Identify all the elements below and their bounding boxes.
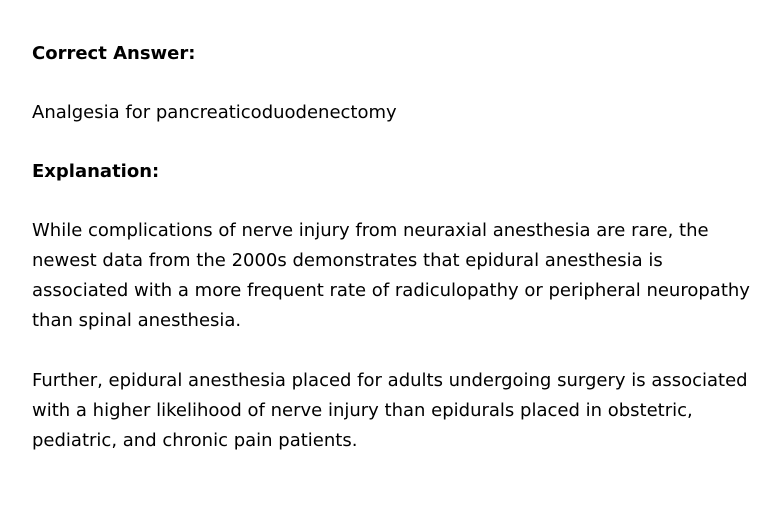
- correct-answer-value: Analgesia for pancreaticoduodenectomy: [32, 102, 397, 123]
- answer-explanation-panel: [32, 40, 762, 456]
- explanation-paragraph-2: Further, epidural anesthesia placed for adults undergoing surgery is associated with a higher likelihood of nerve injury than epidurals placed in obstetric, pediatric, and chronic pain patients.: [32, 370, 748, 451]
- explanation-heading: Explanation:: [32, 161, 160, 182]
- explanation-paragraph-1: While complications of nerve injury from neuraxial anesthesia are rare, the newest data from the 2000s demonstrates that epidural anesthesia is associated with a more frequent rate of radiculopathy or peripheral neuropathy than spinal anesthesia.: [32, 220, 750, 331]
- correct-answer-heading: Correct Answer:: [32, 43, 196, 64]
